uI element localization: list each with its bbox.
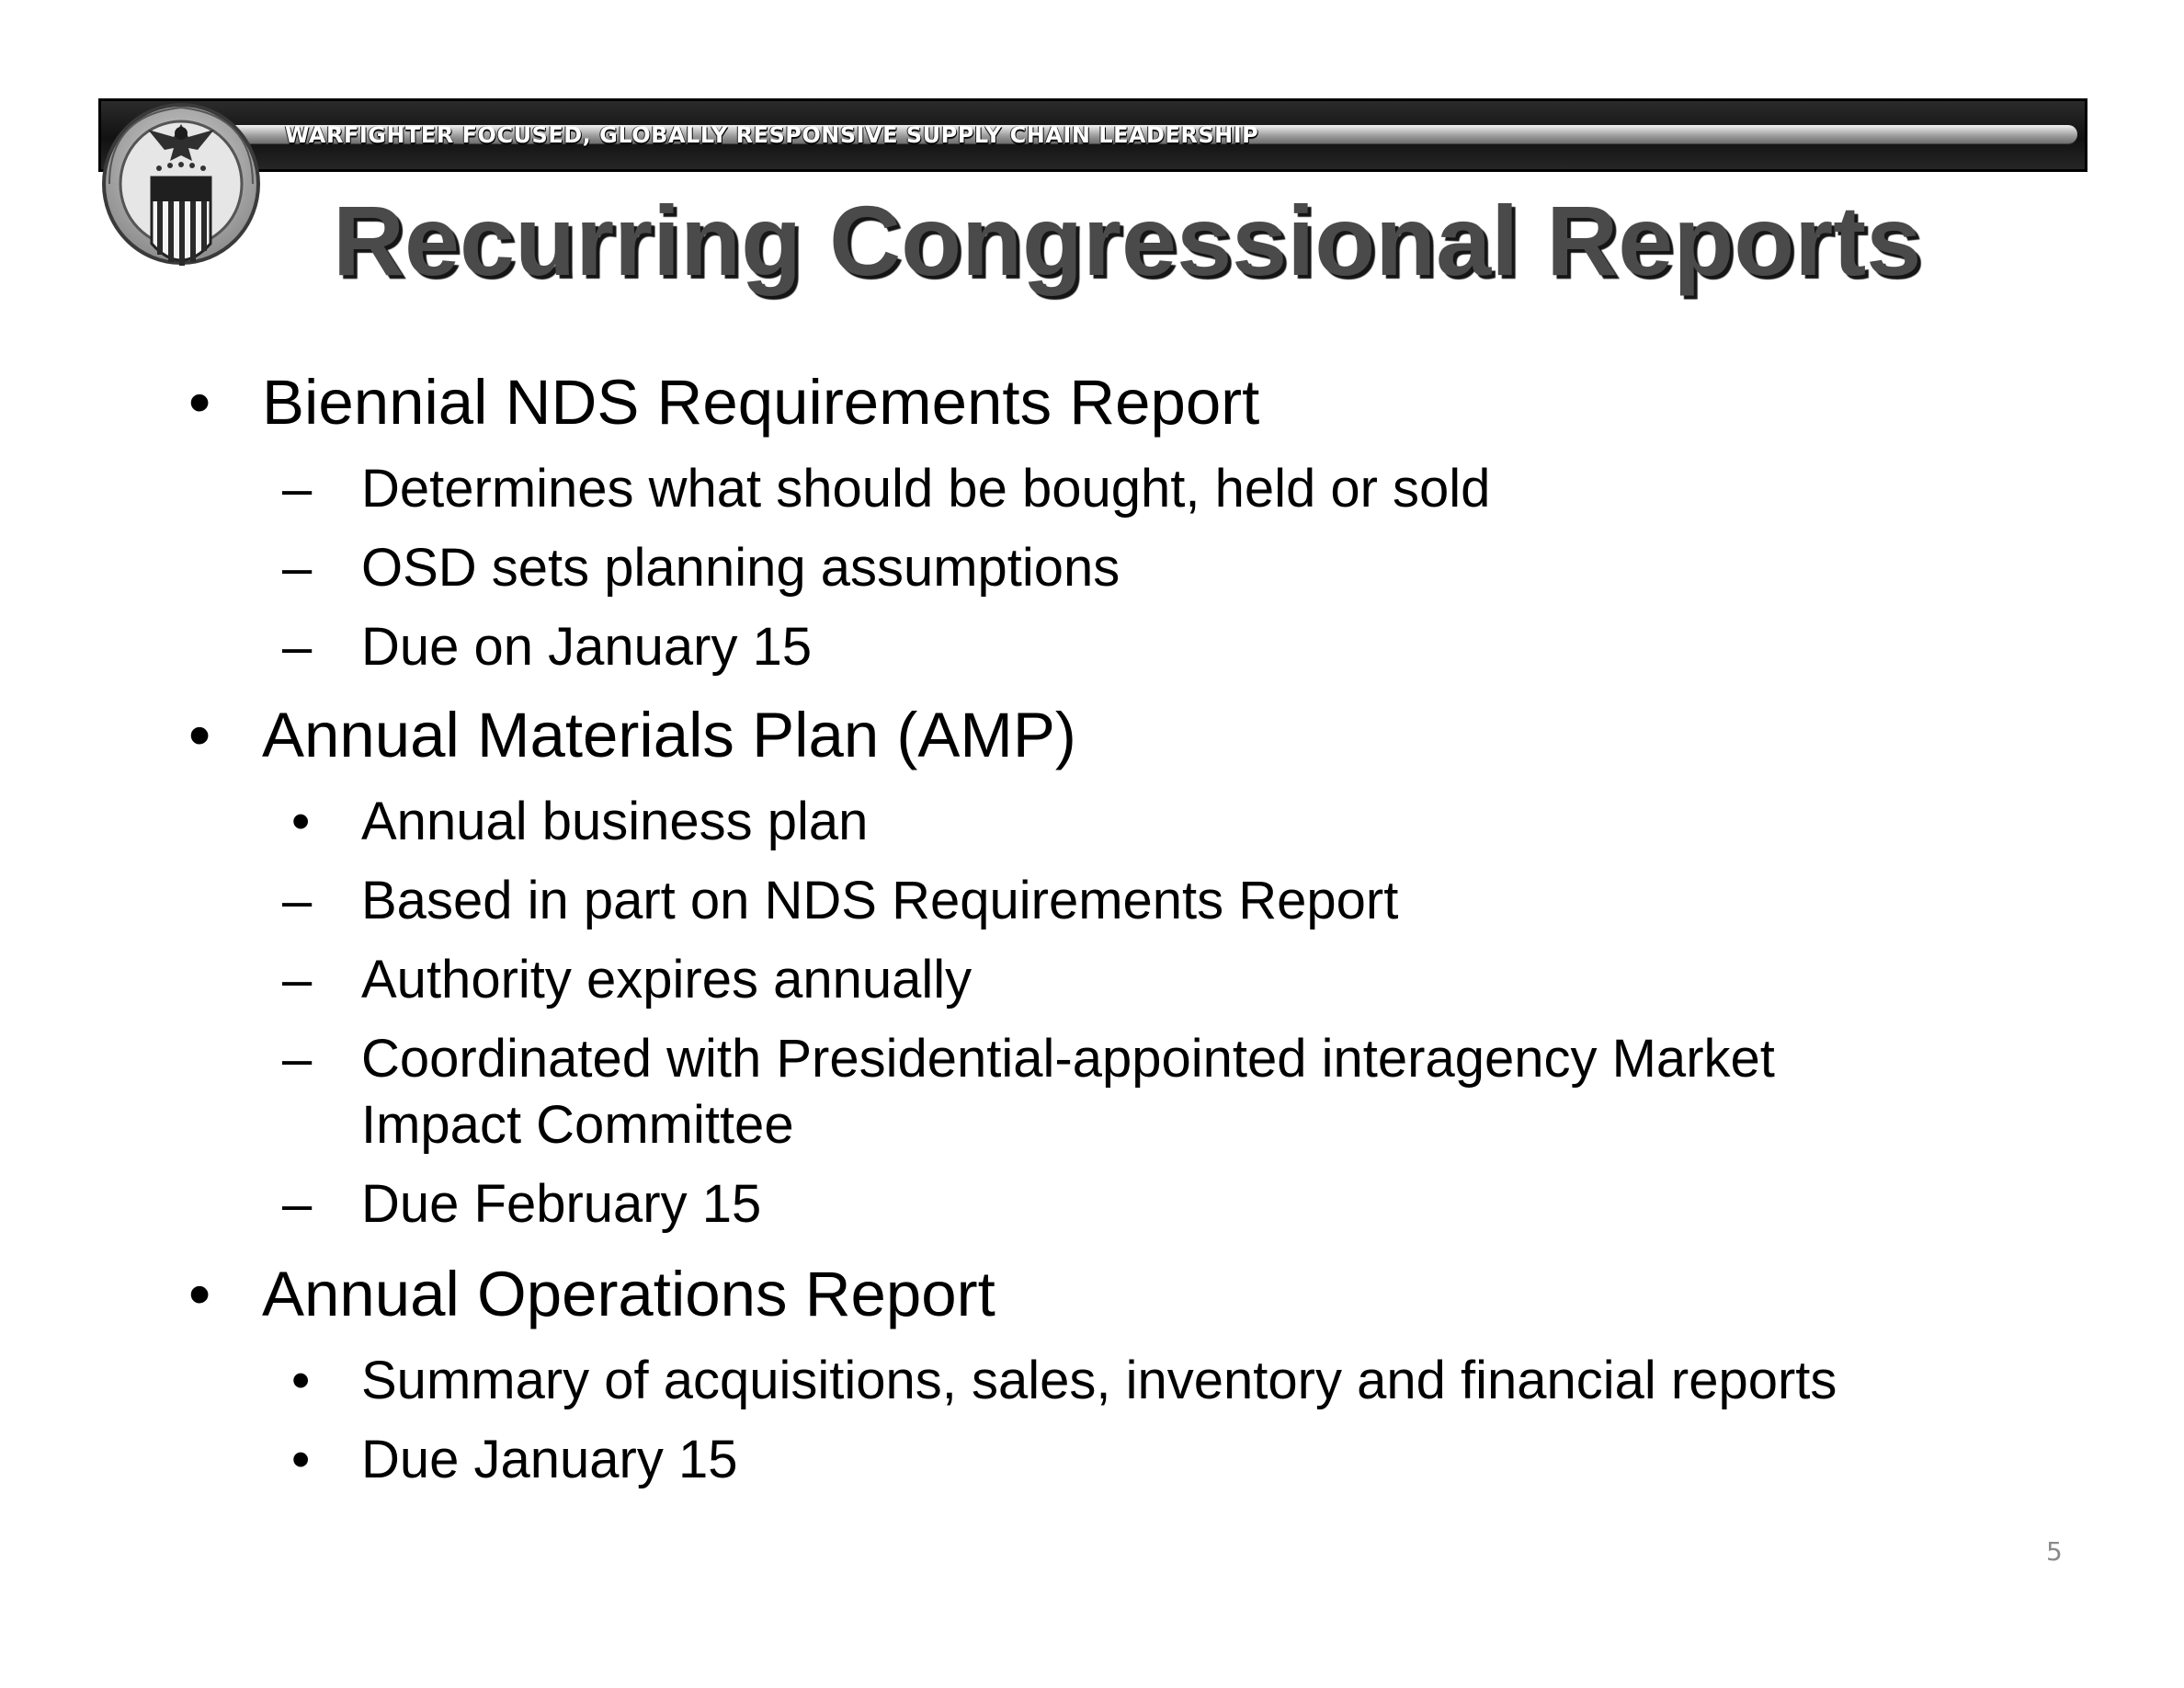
sub-bullet-item (282, 1171, 762, 1237)
sub-bullet-text: Summary of acquisitions, sales, inventory and financial reports (361, 1351, 1837, 1410)
bullet-item (188, 1259, 995, 1329)
sub-bullet-item (282, 535, 1120, 601)
bullet-marker: • (291, 1430, 311, 1489)
dash-marker: – (282, 1174, 313, 1234)
sub-bullet-text: Based in part on NDS Requirements Report (361, 871, 1399, 930)
banner-tagline: WARFIGHTER FOCUSED, GLOBALLY RESPONSIVE SUPPLY CHAIN LEADERSHIP (285, 122, 1259, 148)
dash-marker: – (282, 1029, 313, 1089)
sub-bullet-item (291, 1348, 1837, 1414)
header-banner (98, 98, 2087, 172)
dash-marker: – (282, 538, 313, 598)
page-number: 5 (2046, 1536, 2063, 1567)
sub-bullet-item (282, 868, 1399, 934)
sub-bullet-item (282, 1026, 1775, 1092)
bullet-text: Biennial NDS Requirements Report (262, 367, 1260, 438)
dash-marker: – (282, 617, 313, 677)
sub-bullet-continuation (361, 1092, 794, 1158)
sub-bullet-text: Due on January 15 (361, 617, 813, 677)
bullet-marker: • (188, 367, 211, 438)
dash-marker: – (282, 871, 313, 930)
bullet-text: Annual Materials Plan (AMP) (262, 700, 1076, 770)
bullet-item (188, 700, 1076, 770)
bullet-marker: • (291, 792, 311, 851)
bullet-marker: • (188, 700, 211, 770)
sub-bullet-item (282, 947, 973, 1013)
sub-bullet-text: Authority expires annually (361, 950, 973, 1009)
bullet-marker: • (291, 1351, 311, 1410)
sub-bullet-text: Annual business plan (361, 792, 869, 851)
bullet-text: Annual Operations Report (262, 1259, 995, 1329)
bullet-marker: • (188, 1259, 211, 1329)
agency-seal-icon (97, 97, 262, 285)
dash-marker: – (282, 459, 313, 519)
sub-bullet-text: Due February 15 (361, 1174, 762, 1234)
sub-bullet-text: Determines what should be bought, held or sold (361, 459, 1491, 519)
sub-bullet-text: Due January 15 (361, 1430, 738, 1489)
sub-bullet-item (291, 789, 869, 855)
sub-bullet-text: Impact Committee (361, 1095, 794, 1155)
sub-bullet-item (282, 456, 1491, 522)
sub-bullet-text: OSD sets planning assumptions (361, 538, 1120, 598)
slide-title: Recurring Congressional Reports (333, 185, 1922, 296)
sub-bullet-text: Coordinated with Presidential-appointed interagency Market (361, 1029, 1775, 1089)
sub-bullet-item (282, 614, 813, 680)
bullet-item (188, 367, 1260, 438)
sub-bullet-item (291, 1427, 738, 1493)
dash-marker: – (282, 950, 313, 1009)
